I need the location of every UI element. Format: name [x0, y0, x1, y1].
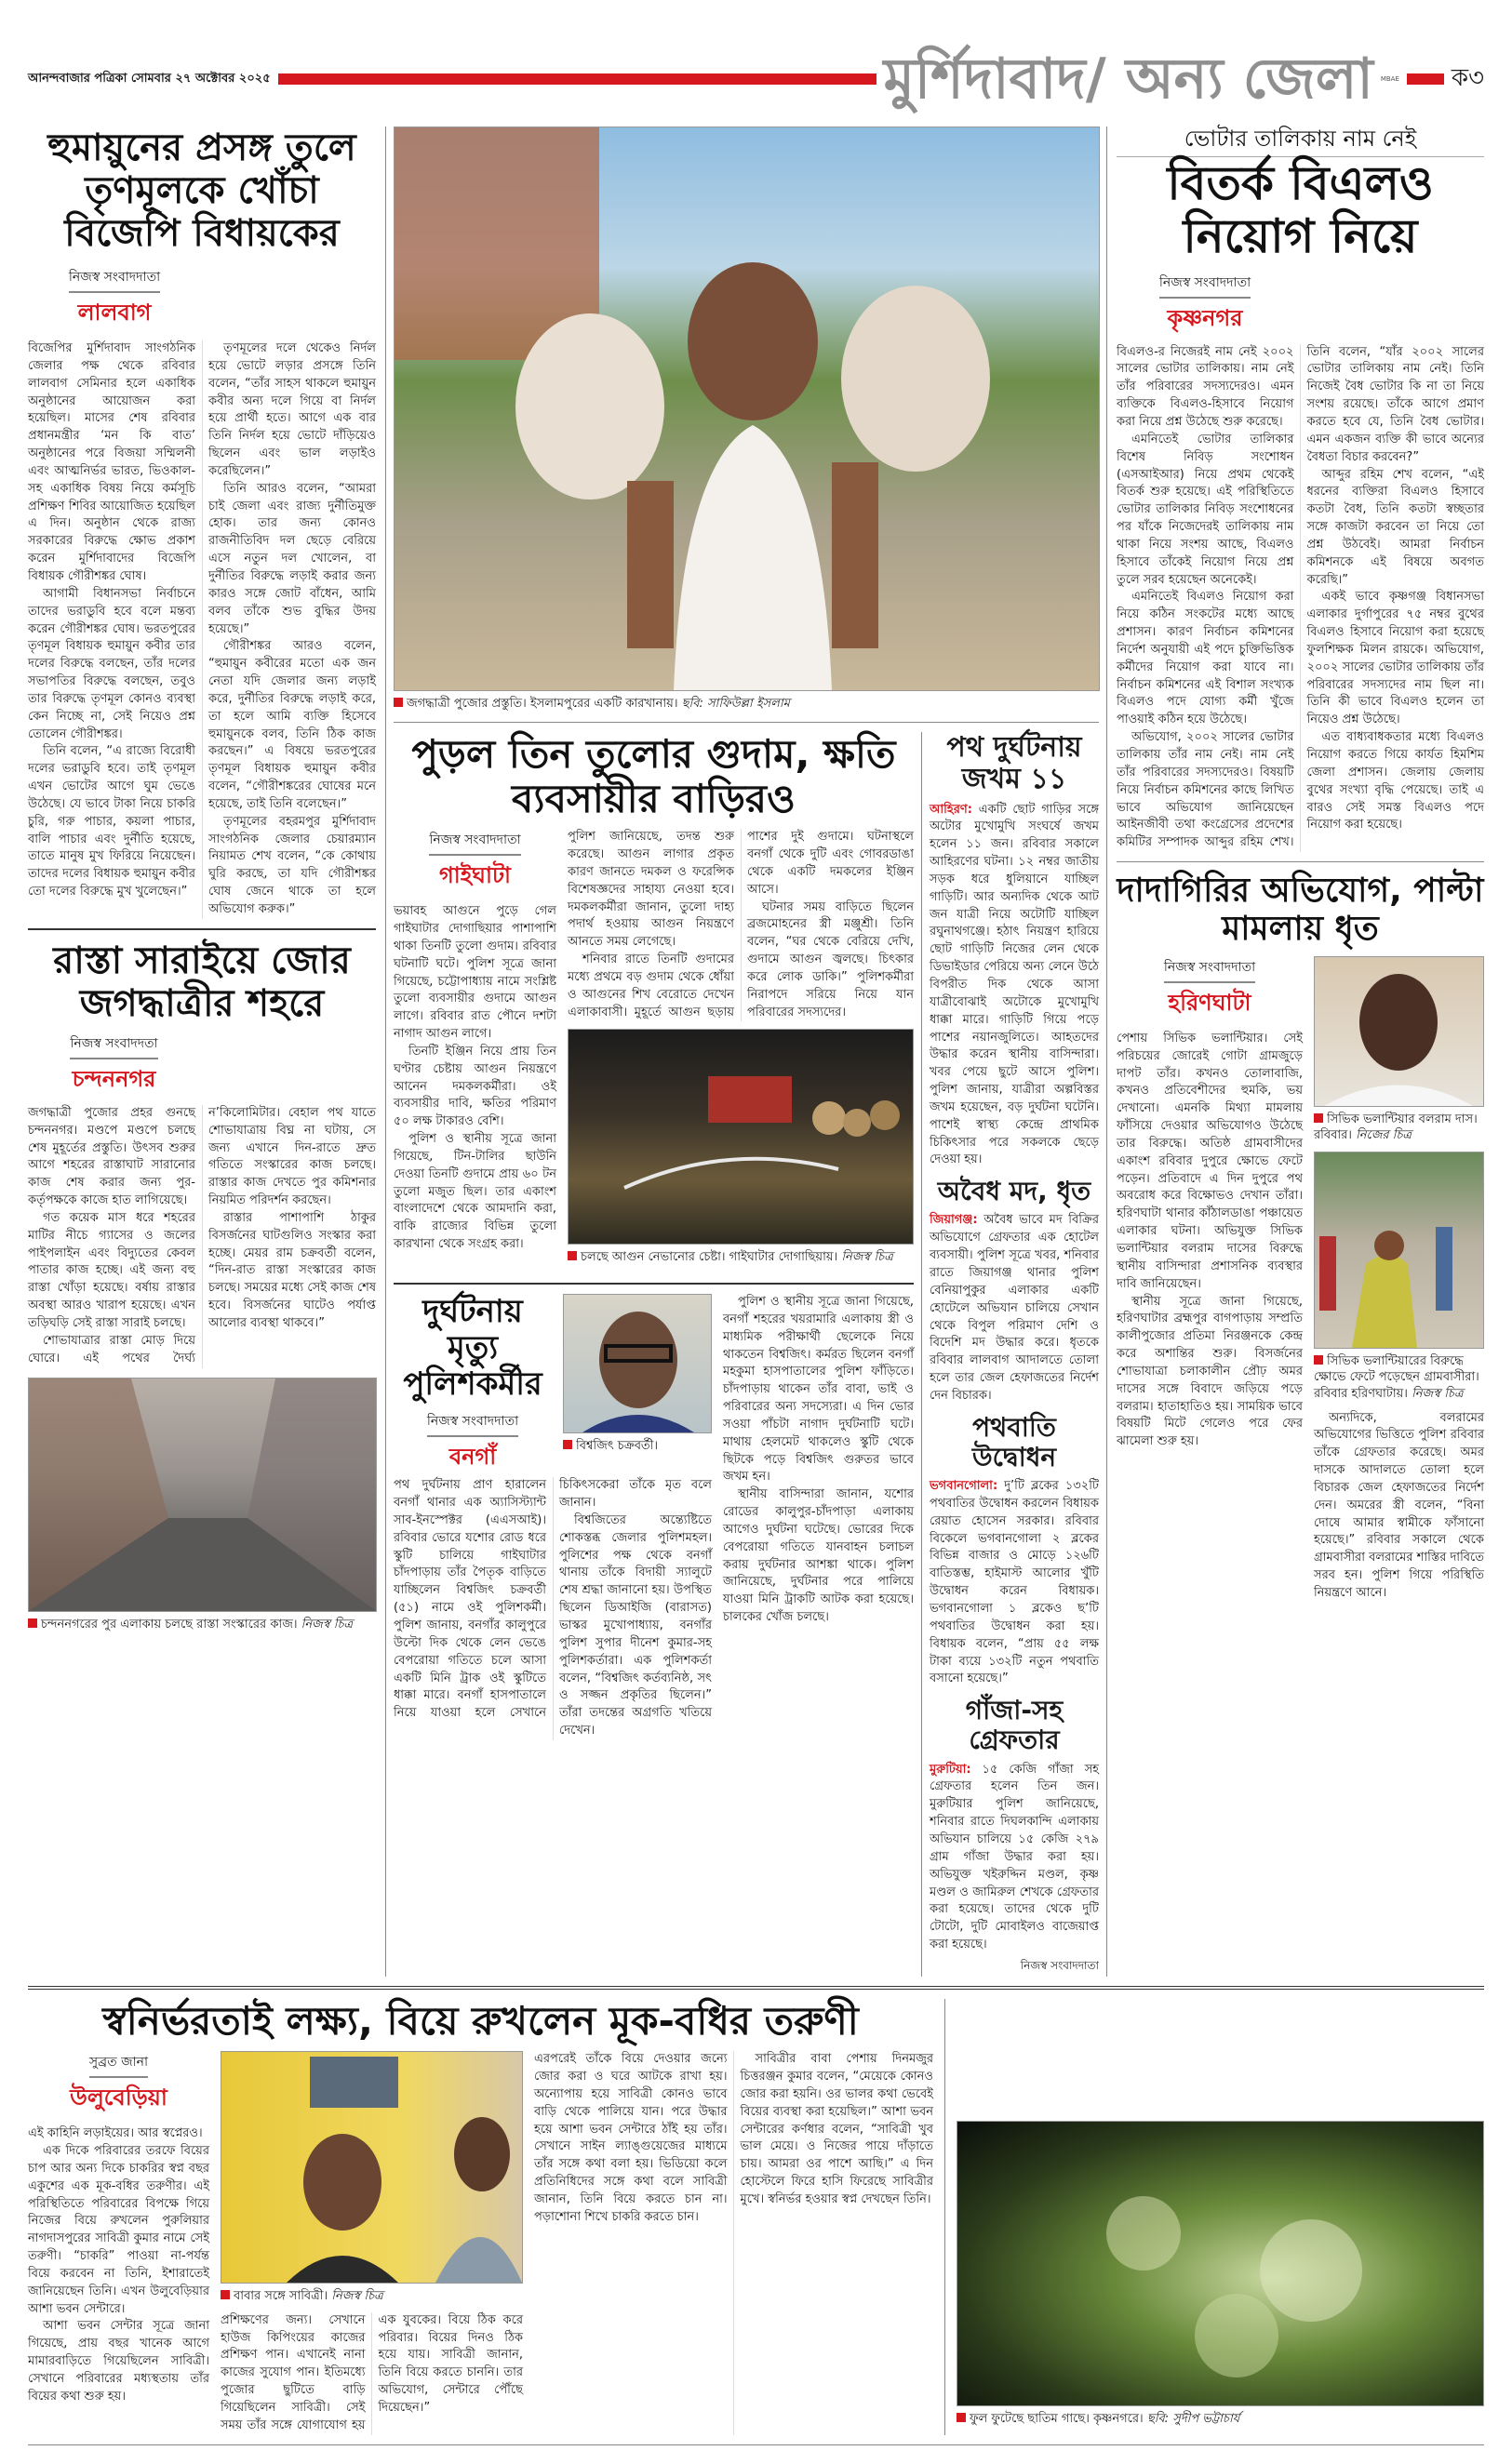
reporter: নিজস্ব সংবাদদাতা: [427, 1410, 518, 1437]
photo-biswajit: [563, 1294, 712, 1433]
top-section: [28, 127, 1484, 1977]
photo-credit: ছবি: সুদীপ ভট্টাচার্য: [1146, 2412, 1240, 2427]
paragraph: গৌরীশঙ্কর আরও বলেন, “হুমায়ুন কবীরের মতো এক জন নেতা যদি জেলার জন্য লড়াই করে, দুর্নীতির বিরুদ্ধে লড়াই করে, তা হলে আমি ব্যক্তি হিসেবে হুমায়ুনকে বলব, তিনি ঠিক কাজ করছেন।” এ বিষয়ে ভরতপুরের তৃণমূল বিধায়ক হুমায়ুন কবীর বলেন, “গৌরীশঙ্করের ঘোষের মনে হয়েছে, তাই তিনি বলেছেন।”: [208, 639, 376, 811]
caption-marker: [394, 698, 403, 707]
caption-marker: [221, 2290, 230, 2299]
divider: [394, 1283, 914, 1285]
byline: [28, 2051, 209, 2118]
police-photo-block: [563, 1294, 712, 1477]
bottom-section: [28, 1999, 1484, 2435]
divider: [28, 1986, 1484, 1990]
photo-credit: ছবি: সাফিউল্লা ইসলাম: [681, 697, 790, 711]
headline: দুর্ঘটনায় মৃত্যু পুলিশকর্মীর: [403, 1292, 542, 1404]
caption-text: বিশ্বজিৎ চক্রবর্তী।: [576, 1438, 659, 1453]
photo-idol-heads-illustration: [395, 127, 1099, 690]
paragraph: বিশ্বজিতের অন্ত্যেষ্টিতে শোকস্তব্ধ জেলার পুলিশমহল। পুলিশের পক্ষ থেকে বনগাঁ থানায় তাঁকে বিদায়ী স্যালুটে শেষ শ্রদ্ধা জানানো হয়। উপস্থিত ছিলেন ডিআইজি (বারাসত) ভাস্কর মুখোপাধ্যায়, বনগাঁর পুলিশ সুপার দীনেশ কুমার-সহ পুলিশকর্তারা। এক পুলিশকর্তা বলেন, “বিশ্বজিৎ কর্তব্যনিষ্ঠ, সৎ ও সজ্জন প্রকৃতির ছিলেন।” তাঁরা তদন্তের অগ্রগতি খতিয়ে দেখেন।: [559, 1512, 712, 1738]
biswajit-photo-caption: [563, 1438, 712, 1455]
tree-illustration: [957, 2122, 1481, 2405]
paragraph: গত কয়েক মাস ধরে শহরের মাটির নীচে গ্যাসের ও জলের পাইপলাইন এবং বিদ্যুতের কেবল পাতার কাজ হচ্ছে। এই জন্য বহু রাস্তা খোঁড়া হয়েছে। বর্ষায় রাস্তার অবস্থা আরও খারাপ হয়েছে। এখন তড়িঘড়ি সেই রাস্তা সারাই চলছে।: [28, 1210, 195, 1330]
brief-text: অবৈধ ভাবে মদ বিক্রির অভিযোগে গ্রেফতার এক হোটেল ব্যবসায়ী। পুলিশ সূত্রে খবর, শনিবার রাতে জিয়াগঞ্জ থানার পুলিশ বেনিয়াপুকুর এলাকার একটি হোটেলে অভিযান চালিয়ে সেখান থেকে বিপুল পরিমাণ দেশি ও বিদেশি মদ উদ্ধার করে। ধৃতকে রবিবার লালবাগ আদালতে তোলা হলে তার জেল হেফাজতের নির্দেশ দেন বিচারক।: [930, 1213, 1099, 1403]
brief-text: ১৫ কেজি গাঁজা সহ গ্রেফতার হলেন তিন জন। মুরুটিয়ার পুলিশ জানিয়েছে, শনিবার রাতে দিঘলকান্দি এলাকায় অভিযান চালিয়ে ১৫ কেজি ২৭৯ গ্রাম গাঁজা উদ্ধার করা হয়। অভিযুক্ত খইরুদ্দিন মণ্ডল, কৃষ্ণ মণ্ডল ও জামিরুল শেখকে গ্রেফতার করা হয়েছে। তাদের থেকে দুটি টোটো, দুটি মোবাইলও বাজেয়াপ্ত করা হয়েছে।: [930, 1762, 1099, 1952]
section-title: মুর্শিদাবাদ/ অন্য জেলা: [883, 47, 1373, 112]
paragraph: জগদ্ধাত্রী পুজোর প্রহর গুনছে চন্দননগর। মণ্ডপে মণ্ডপে চলছে শেষ মুহূর্তের প্রস্তুতি। উৎসব শুরুর আগে শহরের রাস্তাঘাট সারানোর কাজ শেষ করার জন্য পুর-কর্তৃপক্ষকে কাজে হাত লাগিয়েছে।: [28, 1105, 195, 1208]
photo-people-illustration: [221, 2052, 522, 2283]
paragraph: আগামী বিধানসভা নির্বাচনে তাদের ভরাডুবি হবে বলে মন্তব্য করেন গৌরীশঙ্কর ঘোষ। ভরতপুরের তৃণমূল বিধায়ক হুমায়ুন কবীর তার দলের বিরুদ্ধে বলছেন, তাঁর দলের সভাপতির বিরুদ্ধে বলছেন, তবুও তার বিরুদ্ধে তৃণমূল কোনও ব্যবস্থা কেন নিচ্ছে না, সেই নিয়েও প্রশ্ন তোলেন গৌরীশঙ্কর।: [28, 586, 195, 741]
paragraph: স্থানীয় সূত্রে জানা গিয়েছে, হরিণঘাটার ব্রহ্মপুর বাগপাড়ায় সম্প্রতি কালীপুজোর প্রতিমা নিরঞ্জনকে কেন্দ্র করে অশান্তির শুরু। বিসর্জনের শোভাযাত্রা চলাকালীন প্রৌঢ় অমর দাসের সঙ্গে বিবাদে জড়িয়ে পড়ে বলরাম। হাতাহাতিও হয়। সাময়িক ভাবে বিষয়টি মিটে গেলেও পরে ফের ঝামেলা শুরু হয়।: [1117, 1294, 1303, 1449]
photo-savitri-with-father: [221, 2051, 523, 2284]
article-body-col1: [28, 2125, 209, 2406]
photo-credit: নিজস্ব চিত্র: [331, 2289, 383, 2304]
caption-text: বাবার সঙ্গে সাবিত্রী।: [234, 2289, 328, 2304]
paragraph: শনিবার রাতে তিনটি গুদামের মধ্যে প্রথমে বড় গুদাম থেকে ধোঁয়া ও আগুনের শিখ বেরোতে দেখেন এলাকাবাসী। মুহূর্তে আগুন ছড়ায় পাশের দুই গুদামে। ঘটনাস্থলে বনগাঁ থেকে দুটি এবং গোবরডাঙা থেকে একটি দমকলের ইঞ্জিন আসে।: [568, 830, 914, 1019]
article-body: [28, 1105, 376, 1368]
byline: [394, 1410, 552, 1477]
photo-road-repair: [28, 1378, 377, 1612]
road-photo-caption: [28, 1617, 376, 1633]
caption-text: জগদ্ধাত্রী পুজোর প্রস্তুতি। ইসলামপুরের একটি কারখানায়।: [407, 697, 678, 711]
paragraph: তিনটি ইঞ্জিন নিয়ে প্রায় তিন ঘণ্টার চেষ্টায় আগুন নিয়ন্ত্রণে আনেন দমকলকর্মীরা। ওই ব্যবসায়ীর দাবি, ক্ষতির পরিমাণ ৫০ লক্ষ টাকারও বেশি।: [394, 1044, 556, 1129]
flower-photo-block: [944, 1999, 1484, 2435]
paragraph: তিনি আরও বলেন, “আমরা চাই জেলা এবং রাজ্য দুর্নীতিমুক্ত হোক। তার জন্য কোনও রাজনীতিবিদ দল ছেড়ে বেরিয়ে এসে নতুন দল খোলেন, বা দুর্নীতির বিরুদ্ধে লড়াই করার জন্য কারও সঙ্গে জোট বাঁধেন, আমি বলব তাঁকে শুভ বুদ্ধির উদয় হয়েছে।”: [208, 481, 376, 636]
paragraph: তৃণমূলের বহরমপুর মুর্শিদাবাদ সাংগঠনিক জেলার চেয়ারম্যান নিয়ামত শেখ বলেন, “কে কোথায় ঘুরি করছে, তা যদি গৌরীশঙ্কর ঘোষ জেনে থাকে তা হলে অভিযোগ করুক।”: [208, 814, 376, 916]
byline: [28, 1032, 200, 1099]
paragraph: শোভাযাত্রার রাস্তা মোড় দিয়ে ঘোরে। এই পথের দৈর্ঘ্য ন’কিলোমিটার। বেহাল পথ যাতে শোভাযাত্রায় বিঘ্ন না ঘটায়, সে জন্য এখানে দিন-রাতে দ্রুত গতিতে সংস্কারের কাজ চলছে। রাস্তার কাজ দেখতে পুর কমিশনার নিয়মিত পরিদর্শন করছেন।: [28, 1105, 376, 1365]
briefs-column: [922, 732, 1099, 1977]
article-body: [1117, 344, 1484, 852]
article-body-col3: [534, 2051, 933, 2434]
headline: বিতর্ক বিএলও নিয়োগ নিয়ে: [1167, 155, 1434, 264]
masthead-red-bar: [278, 73, 876, 85]
paragraph: পথ দুর্ঘটনায় প্রাণ হারালেন বনগাঁ থানার এক অ্যাসিস্ট্যান্ট সাব-ইনস্পেক্টর (এএসআই)। রবিবার ভোরে যশোর রোড ধরে স্কুটি চালিয়ে গাইঘাটার চাঁদপাড়ায় তাঁর পৈতৃক বাড়িতে যাচ্ছিলেন বিশ্বজিৎ চক্রবর্তী (৫১) নামে ওই পুলিশকর্মী। পুলিশ জানায়, বনগাঁর কালুপুরে উল্টো দিক থেকে লেন ভেঙে বেপরোয়া গতিতে চলে আসা একটি মিনি ট্রাক ওই স্কুটিতে ধাক্কা মারে। বনগাঁ হাসপাতালে নিয়ে যাওয়া হলে সেখানে চিকিৎসকেরা তাঁকে মৃত বলে জানান।: [394, 1478, 712, 1721]
divider: [28, 928, 376, 930]
caption-text: চলছে আগুন নেভানোর চেষ্টা। গাইঘাটার দোগাছিয়ায়।: [581, 1250, 838, 1265]
caption-text: সিভিক ভলান্টিয়ার বলরাম দাস। রবিবার।: [1314, 1112, 1478, 1143]
paragraph: অন্যদিকে, বলরামের অভিযোগের ভিত্তিতে পুলিশ রবিবার তাঁকে গ্রেফতার করেছে। অমর দাসকে আদালতে তোলা হলে বিচারক জেল হেফাজতের নির্দেশ দেন। অমরের স্ত্রী বলেন, “বিনা দোষে আমার স্বামীকে ফাঁসানো হয়েছে।” রবিবার সকালে থেকে গ্রামবাসীরা বলরামের শাস্তির দাবিতে সরব হন। পুলিশ গিয়ে পরিস্থিতি নিয়ন্ত্রণে আনে।: [1314, 1410, 1485, 1601]
flower-photo-caption: [957, 2411, 1484, 2428]
byline: [1117, 956, 1303, 1023]
civic-layout: [1117, 956, 1484, 1603]
main-photo-caption: [394, 696, 1099, 713]
photo-credit: নিজস্ব চিত্র: [841, 1250, 893, 1265]
reporter: নিজস্ব সংবাদদতা: [70, 1032, 157, 1059]
photo-idol-makers: [394, 127, 1100, 691]
center-lower: [394, 732, 1099, 1977]
photo-credit: নিজস্ব চিত্র: [1412, 1387, 1464, 1402]
portrait-illustration: [1315, 957, 1483, 1106]
byline: [394, 829, 556, 896]
dateline-place: হরিণঘাটা: [1168, 989, 1251, 1016]
caption-marker: [28, 1618, 37, 1628]
page-bottom-rule: [28, 2444, 1484, 2445]
photo-credit: নিজের চিত্র: [1356, 1128, 1412, 1143]
right-column: [1107, 127, 1484, 1977]
story-civic-volunteer: [1117, 872, 1484, 1603]
article-body-col1: [1117, 1031, 1303, 1451]
edition-tag: MBAE: [1380, 75, 1399, 83]
brief-headline: পথবাতি উদ্বোধন: [971, 1411, 1057, 1472]
paragraph: পুলিশ ও স্থানীয় সূত্রে জানা গিয়েছে, বনগাঁ শহরের খয়রামারি এলাকায় স্ত্রী ও মাধ্যমিক পরীক্ষার্থী ছেলেকে নিয়ে থাকতেন বিশ্বজিৎ। কর্মরত ছিলেন বনগাঁ মহকুমা হাসপাতালের পুলিশ ফাঁড়িতে। চাঁদপাড়ায় থাকেন তাঁর বাবা, ভাই ও পরিবারের অন্য সদস্যেরা। এ দিন ভোর সওয়া পাঁচটা নাগাদ দুর্ঘটনাটি ঘটে। মাথায় হেলমেট থাকলেও স্কুটি থেকে ছিটকে পড়ে বিশ্বজিৎ গুরুতর ভাবে জখম হন।: [723, 1294, 914, 1485]
kicker: ভোটার তালিকায় নাম নেই: [1117, 127, 1484, 157]
cotton-layout: [394, 829, 914, 1273]
brief-reporter: নিজস্ব সংবাদদাতা: [1020, 1958, 1099, 1972]
story-police-death: [394, 1294, 914, 1740]
dateline-place: চন্দননগর: [72, 1065, 156, 1092]
police-headline-block: [394, 1294, 552, 1477]
fire-photo-caption: [568, 1249, 914, 1266]
paragraph: তৃণমূলের দলে থেকেও নির্দল হয়ে ভোটে লড়ার প্রসঙ্গে তিনি বলেন, “তাঁর সাহস থাকলে হুমায়ুন কবীর অন্য দলে গিয়ে বা নির্দল হয়ে প্রার্থী হতে। আগে এক বার তিনি নির্দল হয়ে ভোটে দাঁড়িয়েও ছিলেন এবং ভাল লড়াইও করেছিলেন।”: [208, 341, 376, 478]
paragraph: এক দিকে পরিবারের তরফে বিয়ের চাপ আর অন্য দিকে চাকরির স্বপ্ন বছর একুশের এক মূক-বধির তরুণীর। এই পরিস্থিতিতে পরিবারের বিপক্ষে গিয়ে নিজের বিয়ে রুখলেন পুরুলিয়ার নাগদাসপুরের সাবিত্রী কুমার নামে সেই তরুণী। “চাকরি” পাওয়া না-পর্যন্ত বিয়ে করবেন না তিনি, ইশারাতেই জানিয়েছেন তিনি। এখন উলুবেড়িয়ার আশা ভবন সেন্টারে।: [28, 2144, 209, 2316]
paragraph: সাবিত্রীর বাবা পেশায় দিনমজুর চিত্তরঞ্জন কুমার বলেন, “মেয়েকে কোনও জোর করা হয়নি। ওর ভালর কথা ভেবেই বিয়ের ব্যবস্থা করা হয়েছিল।” আশা ভবন সেন্টারের কর্ণধার বলেন, “সাবিত্রী খুব ভাল মেয়ে। ও নিজের পায়ে দাঁড়াতে চায়। আমরা ওর পাশে আছি।” এ দিন হোস্টেলে ফিরে হাসি ফিরেছে সাবিত্রীর মুখে। স্বনির্ভর হওয়ার স্বপ্ন দেখছেন তিনি।: [740, 2052, 933, 2206]
brief-dateline: মুরুটিয়া:: [930, 1762, 971, 1777]
left-column: [28, 127, 386, 1977]
reporter: সুব্রত জানা: [89, 2051, 148, 2078]
story-cotton-fire: [394, 732, 914, 1273]
article-body-col2: [1314, 1410, 1484, 1603]
paragraph: ঘটনার সময় বাড়িতে ছিলেন ব্রজমোহনের স্ত্রী মঞ্জুশ্রী। তিনি বলেন, “ঘর থেকে বেরিয়ে দেখি, গুদামে আগুন জ্বলছে। চিৎকার করে লোক ডাকি।” পুলিশকর্মীরা নিরাপদে সরিয়ে নিয়ে যান পরিবারের সদস্যদের।: [747, 899, 914, 1019]
byline: [28, 266, 201, 333]
paragraph: আব্দুর রহিম শেখ বলেন, “এই ধরনের ব্যক্তিরা বিএলও হিসাবে কতটা বৈধ, তিনি কতটা স্বচ্ছতার সঙ্গে কাজটা করবেন তা নিয়ে তো প্রশ্ন উঠবেই। আমরা নির্বাচন কমিশনকে এই বিষয়ে অবগত করেছি।”: [1306, 467, 1484, 587]
brief-headline: অবৈধ মদ, ধৃত: [937, 1176, 1091, 1207]
brief-text: দু’টি ব্লকের ১৩২টি পথবাতির উদ্বোধন করলেন বিধায়ক রেয়াত হোসেন সরকার। রবিবার বিকেলে ভগবানগোলা ২ ব্লকের বিভিন্ন বাজার ও মোড়ে ১২৬টি বাতিস্তম্ভ, হাইমাস্ট আলোর খুঁটি উদ্বোধন করেন বিধায়ক। ভগবানগোলা ১ ব্লকেও ছ’টি পথবাতির উদ্বোধন করা হয়। বিধায়ক বলেন, “প্রায় ৫৫ লক্ষ টাকা ব্যয়ে ১৩২টি নতুন পথবাতি বসানো হয়েছে।”: [930, 1479, 1099, 1686]
deaf-col1: [28, 2051, 209, 2434]
photo-chhatim-tree: [957, 2121, 1484, 2406]
paragraph: অভিযোগ, ২০০২ সালের ভোটার তালিকায় তাঁর নাম নেই। নাম নেই তাঁর পরিবারের সদস্যদেরও। বিষয়টি নিয়ে নির্বাচন কমিশনের কাছে লিখিত ভাবে অভিযোগ জানিয়েছেন আইনজীবী তথা কংগ্রেসের প্রদেশের কমিটির সম্পাদক আব্দুর রহিম শেখ। তিনি বলেন, “যাঁর ২০০২ সালের ভোটার তালিকায় নাম নেই। তিনি নিজেই বৈধ ভোটার কি না তা নিয়ে সংশয় রয়েছে। তাঁকে আগে প্রমাণ করতে হবে যে, তিনি বৈধ ভোটার। এমন একজন ব্যক্তি কী ভাবে অন্যের বৈধতা বিচার করবেন?”: [1117, 344, 1484, 850]
caption-marker: [568, 1251, 577, 1260]
paragraph: স্থানীয় বাসিন্দারা জানান, যশোর রোডের কালুপুর-চাঁদপাড়া এলাকায় আগেও দুর্ঘটনা ঘটেছে। ভোরের দিকে বেপরোয়া গতিতে যানবাহন চলাচল করায় দুর্ঘটনার আশঙ্কা থাকে। পুলিশ জানিয়েছে, দুর্ঘটনার পরে পালিয়ে যাওয়া মিনি ট্রাকটি আটক করা হয়েছে। চালকের খোঁজ চলছে।: [723, 1487, 914, 1625]
caption-text: চন্দননগরের পুর এলাকায় চলছে রাস্তা সংস্কারের কাজ।: [41, 1617, 298, 1632]
photo-balaram-das: [1314, 956, 1484, 1107]
protest-illustration: [1315, 1152, 1483, 1348]
brief-text: একটি ছোট গাড়ির সঙ্গে অটোর মুখোমুখি সংঘর্ষে জখম হলেন ১১ জন। রবিবার সকালে আহিরণের ঘটনা। ১২ নম্বর জাতীয় সড়ক ধরে ধুলিয়ানে যাচ্ছিল গাড়িটি। আর অন্যদিক থেকে আট জন যাত্রী নিয়ে অটোটি যাচ্ছিল রঘুনাথগঞ্জে। হঠাৎ নিয়ন্ত্রণ হারিয়ে ছোট গাড়িটি নিজের লেন থেকে ডিভাইডার পেরিয়ে অন্য লেনে উঠে বিপরীত দিক থেকে আসা যাত্রীবোঝাই অটোকে মুখোমুখি ধাক্কা মারে। গাড়িটি গিয়ে পড়ে পাশের নয়ানজুলিতে। আহতদের উদ্ধার করেন স্থানীয় বাসিন্দারা। খবর পেয়ে ছুটে আসে পুলিশ। পুলিশ জানায়, যাত্রীরা অল্পবিস্তর জখম হয়েছেন, বড় দুর্ঘটনা ঘটেনি। পাশেই স্বাস্থ্য কেন্দ্রে প্রাথমিক চিকিৎসার পরে সকলকে ছেড়ে দেওয়া হয়।: [930, 802, 1099, 1167]
brief-ganja: [930, 1696, 1099, 1977]
civic-col2: [1314, 956, 1484, 1603]
story-humayun: [28, 127, 376, 919]
caption-text: সিভিক ভলান্টিয়ারের বিরুদ্ধে ক্ষোভে ফেটে পড়েছেন গ্রামবাসীরা। রবিবার হরিণঘাটায়।: [1314, 1353, 1479, 1402]
center-main-stories: [394, 732, 922, 1977]
paragraph: রাস্তার পাশাপাশি ঠাকুর বিসর্জনের ঘাটগুলিও সংস্কার করা হচ্ছে। মেয়র রাম চক্রবর্তী বলেন, “দিন-রাত রাস্তা সংস্কারের কাজ চলছে। সময়ের মধ্যে সেই কাজ শেষ হবে। বিসর্জনের ঘাটেও পর্যাপ্ত আলোর ব্যবস্থা থাকবে।”: [208, 1210, 376, 1330]
headline: স্বনির্ভরতাই লক্ষ্য, বিয়ে রুখলেন মূক-বধির তরুণী: [102, 1997, 859, 2044]
brief-dateline: আহিরণ:: [930, 802, 972, 817]
reporter: নিজস্ব সংবাদদাতা: [69, 266, 160, 293]
byline: [1117, 272, 1293, 339]
dateline-place: গাইঘাটা: [439, 862, 511, 889]
deaf-col2: [221, 2051, 523, 2434]
brief-road-accident: [930, 732, 1099, 1170]
reporter: নিজস্ব সংবাদদাতা: [429, 829, 520, 856]
paragraph: প্রশিক্ষণের জন্য। সেখানে হাউজ কিপিংয়ের কাজের প্রশিক্ষণ পান। এখানেই নানা কাজের সুযোগ পান। ইতিমধ্যে পুজোর ছুটিতে বাড়ি গিয়েছিলেন সাবিত্রী। সেই সময় তাঁর সঙ্গে যোগাযোগ হয় এক যুবকের। বিয়ে ঠিক করে পরিবার। বিয়ের দিনও ঠিক হয়ে যায়। সাবিত্রী জানান, তিনি বিয়ে করতে চাননি। তার অভিযোগ, সেন্টারে পৌঁছে দিয়েছেন।”: [221, 2312, 523, 2432]
dateline-place: কৃষ্ণনগর: [1167, 304, 1243, 331]
masthead: [28, 37, 1484, 121]
caption-marker: [957, 2413, 966, 2422]
photo-credit: নিজস্ব চিত্র: [301, 1617, 354, 1632]
article-body: [28, 340, 376, 919]
brief-dateline: জিয়াগঞ্জ:: [930, 1213, 978, 1228]
cotton-col1: [394, 829, 556, 1273]
article-body-col2: [568, 829, 914, 1021]
dateline-place: বনগাঁ: [448, 1444, 497, 1471]
deaf-layout: [28, 2051, 933, 2434]
cotton-col2: [568, 829, 914, 1273]
photo-villagers-protest: [1314, 1152, 1484, 1349]
dateline: আনন্দবাজার পত্রিকা সোমবার ২৭ অক্টোবর ২০২৫: [28, 71, 271, 86]
paragraph: ভয়াবহ আগুনে পুড়ে গেল গাইঘাটার দোগাছিয়ার পাশাপাশি থাকা তিনটি তুলো গুদাম। রবিবার ঘটনাটি ঘটে। পুলিশ সূত্রে জানা গিয়েছে, চট্টোপাধ্যায় নামে সংশ্লিষ্ট তুলো ব্যবসায়ীর গুদামে আগুন লাগে। রবিবার রাত পৌনে দশটা নাগাদ আগুন লাগে।: [394, 904, 556, 1042]
caption-marker: [1314, 1113, 1323, 1123]
civic-photo2-caption: [1314, 1353, 1484, 1403]
brief-dateline: ভগবানগোলা:: [930, 1479, 998, 1494]
article-body-col2: [723, 1294, 914, 1740]
paragraph: পুলিশ জানিয়েছে, তদন্ত শুরু করেছে। আগুন লাগার প্রকৃত কারণ জানতে দমকল ও ফরেন্সিক বিশেষজ্ঞদের সাহায্য নেওয়া হবে। দমকলকর্মীরা জানান, তুলো দাহ্য পদার্থ হওয়ায় আগুন নিয়ন্ত্রণে আনতে সময় লেগেছে।: [568, 830, 734, 950]
photo-fire-fighting: [568, 1029, 914, 1245]
civic-col1: [1117, 956, 1303, 1603]
center-column: [386, 127, 1107, 1977]
brief-headline: গাঁজা-সহ গ্রেফতার: [965, 1695, 1064, 1756]
caption-marker: [1314, 1355, 1323, 1365]
paragraph: এই কাহিনি লড়াইয়ের। আর স্বপ্নেরও।: [28, 2126, 203, 2141]
paragraph: বিএলও-র নিজেরই নাম নেই ২০০২ সালের ভোটার তালিকায়। নাম নেই তাঁর পরিবারের সদস্যদেরও। এমন ব্যক্তিকে বিএলও-হিসাবে নিয়োগ করা নিয়ে প্রশ্ন উঠেছে শুরু করেছে।: [1117, 344, 1294, 429]
portrait-illustration: [564, 1295, 711, 1432]
paragraph: এমনিতেই বিএলও নিয়োগ করা নিয়ে কঠিন সংকটের মধ্যে আছে প্রশাসন। কারণ নির্বাচন কমিশনের নির্দেশ অনুযায়ী এই পদে চুক্তিভিত্তিক কর্মীদের নিয়োগ করা যাবে না। নির্বাচন কমিশনের এই বিশাল সংখ্যক বিএলও পদে যোগ্য কর্মী খুঁজে পাওয়াই কঠিন হয়ে উঠেছে।: [1117, 590, 1294, 727]
story-road-repair: [28, 939, 376, 1632]
paragraph: আশা ভবন সেন্টার সূত্রে জানা গিয়েছে, প্রায় বছর খানেক আগে মামারবাড়িতে গিয়েছিলেন সাবিত্রী। সেখানে পরিবারের মধ্যস্থতায় তাঁর বিয়ের কথা শুরু হয়।: [28, 2319, 209, 2404]
civic-photo1-caption: [1314, 1112, 1484, 1144]
dateline-place: লালবাগ: [77, 300, 152, 326]
headline: দাদাগিরির অভিযোগ, পাল্টা মামলায় ধৃত: [1117, 872, 1484, 949]
page-number: ক৩: [1451, 64, 1484, 92]
story-deaf-girl: [28, 1999, 944, 2435]
brief-streetlight: [930, 1413, 1099, 1689]
savitri-photo-caption: [221, 2288, 523, 2305]
photo-street-illustration: [29, 1379, 376, 1611]
paragraph: এমনিতেই ভোটার তালিকার বিশেষ নিবিড় সংশোধন (এসআইআর) নিয়ে প্রথম থেকেই বিতর্ক শুরু হয়েছে। এই পরিস্থিতিতে ভোটার তালিকার নিবিড় সংশোধনের পর যাঁকে নিজেদেরই তালিকায় নাম থাকা নিয়ে সংশয় আছে, বিএলও হিসাবে তাঁকেই নিয়োগ নিয়ে প্রশ্ন তুলে সরব হয়েছেন অনেকেই।: [1117, 432, 1294, 587]
paragraph: এরপরেই তাঁকে বিয়ে দেওয়ার জন্যে জোর করা ও ঘরে আটকে রাখা হয়। অন্যোপায় হয়ে সাবিত্রী কোনও ভাবে বাড়ি থেকে পালিয়ে যান। পরে উদ্ধার হয়ে আশা ভবন সেন্টারে ঠাঁই হয় তাঁর। সেখানে সাইন ল্যাঙ্গুয়েজের মাধ্যমে তাঁর সঙ্গে কথা বলা হয়। ভিডিয়ো কলে প্রতিনিধিদের সঙ্গে কথা বলে সাবিত্রী জানান, তিনি বিয়ে করতে চান না। পড়াশোনা শিখে চাকরি করতে চান।: [534, 2052, 728, 2224]
reporter: নিজস্ব সংবাদদাতা: [1159, 272, 1251, 299]
headline: রাস্তা সারাইয়ে জোর জগদ্ধাত্রীর শহরে: [53, 939, 351, 1025]
article-body-col1: [394, 1477, 712, 1740]
paragraph: এত বাধ্যবাধকতার মধ্যে বিএলও নিয়োগ করতে গিয়ে কার্যত হিমশিম জেলা প্রশাসন। জেলায় জেলায় বুথের সংখ্যা বৃদ্ধি পেয়েছে। তাই এ বারও সেই সমস্ত বিএলও পদে নিয়োগ করা হয়েছে।: [1306, 730, 1484, 832]
paragraph: পুলিশ ও স্থানীয় সূত্রে জানা গিয়েছে, টিন-টালির ছাউনি দেওয়া তিনটি গুদামে প্রায় ৬০ টন তুলো মজুত ছিল। তার একাংশ বাংলাদেশে থেকে আমদানি করা, বাকি রাজ্যের বিভিন্ন তুলো কারখানা থেকে সংগ্রহ করা।: [394, 1132, 556, 1252]
paragraph: তিনি বলেন, “এ রাজ্যে বিরোধী দলের ভরাডুবি হবে। তাই তৃণমূল এখন ভোটের আগে ঘুম ভেঙে উঠেছে। যে ভাবে টাকা নিয়ে চাকরি চুরি, গরু পাচার, কয়লা পাচার, বালি পাচার এবং দুর্নীতি হয়েছে, তাতে মানুষ মুখ ফিরিয়ে নিয়েছেন। তাদের দলের বিধায়ক হুমায়ুন কবীর তো দলের বিরুদ্ধে মুখ খুলেছেন।”: [28, 744, 195, 899]
masthead-red-bar-right: [1407, 73, 1444, 85]
dateline-place: উলুবেড়িয়া: [70, 2084, 167, 2111]
article-body-col2: [221, 2312, 523, 2435]
paragraph: বিজেপির মুর্শিদাবাদ সাংগঠনিক জেলার পক্ষ থেকে রবিবার লালবাগ সেমিনার হলে একাধিক অনুষ্ঠানের আয়োজন করা হয়েছিল। মাসের শেষ রবিবার প্রধানমন্ত্রীর ‘মন কি বাত’ অনুষ্ঠানের পরে বিজয়া সম্মিলনী এবং আত্মনির্ভর ভারত, ভিওকাল-সহ একাধিক বিষয় নিয়ে কর্মসূচি প্রশিক্ষণ শিবির আয়োজিত হয়েছিল এ দিন। অনুষ্ঠান থেকে রাজ্য সরকারের বিরুদ্ধে ক্ষোভ প্রকাশ করেন মুর্শিদাবাদের বিজেপি বিধায়ক গৌরীশঙ্কর ঘোষ।: [28, 341, 195, 583]
reporter: নিজস্ব সংবাদদাতা: [1164, 956, 1255, 983]
divider: [394, 722, 1099, 723]
photo-firefighters-illustration: [569, 1030, 913, 1244]
article-body-col1: [394, 903, 556, 1254]
headline: পুড়ল তিন তুলোর গুদাম, ক্ষতি ব্যবসায়ীর বাড়িরও: [411, 730, 896, 821]
brief-headline: পথ দুর্ঘটনায় জখম ১১: [946, 730, 1082, 796]
headline: হুমায়ুনের প্রসঙ্গ তুলে তৃণমূলকে খোঁচা বিজেপি বিধায়কের: [47, 127, 356, 255]
brief-liquor: [930, 1177, 1099, 1405]
caption-text: ফুল ফুটেছে ছাতিম গাছে। কৃষ্ণনগরে।: [970, 2412, 1144, 2427]
story-blo: [1117, 127, 1484, 852]
divider: [1117, 861, 1484, 862]
caption-marker: [563, 1440, 572, 1449]
paragraph: একই ভাবে কৃষ্ণগঞ্জ বিধানসভা এলাকার দুর্গাপুরের ৭৫ নম্বর বুথের বিএলও হিসাবে নিয়োগ করা হয়েছে ফুলশিক্ষক মিলন রায়কে। অভিযোগ, ২০০২ সালের ভোটার তালিকায় তাঁর পরিবারের সদস্যদের নাম ছিল না। তিনি কী ভাবে বিএলও হলেন তা নিয়েও প্রশ্ন উঠেছে।: [1306, 590, 1484, 727]
paragraph: পেশায় সিভিক ভলান্টিয়ার। সেই পরিচয়ের জোরেই গোটা গ্রামজুড়ে দাপট তাঁর। কখনও তোলাবাজি, কখনও প্রতিবেশীদের হুমকি, ভয় দেখানো। এমনকি মিথ্যা মামলায় ফাঁসিয়ে দেওয়ার অভিযোগও উঠেছে তার বিরুদ্ধে। অতিষ্ঠ গ্রামবাসীদের একাংশ রবিবার দুপুরে ক্ষোভে ফেটে পড়েন। প্রতিবাদে এ দিন দুপুরে পথ অবরোধ করে বিক্ষোভও দেখান তাঁরা। হরিণঘাটা থানার কাঁঠালডাঙা পঞ্চায়েত এলাকার ঘটনা। অভিযুক্ত সিভিক ভলান্টিয়ার বলরাম দাসের বিরুদ্ধে স্থানীয় বাসিন্দারা প্রশাসনিক ব্যবস্থার দাবি জানিয়েছেন।: [1117, 1031, 1303, 1291]
